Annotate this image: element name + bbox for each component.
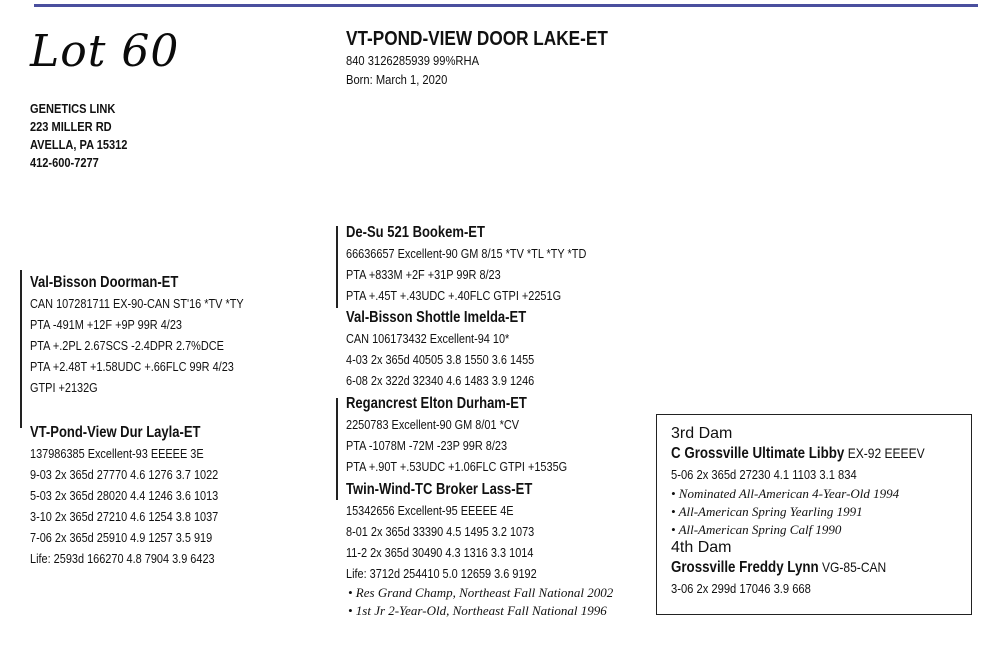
lot-title: Lot 60: [30, 26, 180, 77]
animal-header: [346, 27, 608, 89]
animal-id: 840 3126285939 99%RHA: [346, 53, 480, 68]
sire-line: PTA +.2PL 2.67SCS -2.4DPR 2.7%DCE: [30, 338, 224, 353]
fourth-dam-record: 3-06 2x 299d 17046 3.9 668: [671, 581, 811, 596]
dam-line: 3-10 2x 365d 27210 4.6 1254 3.8 1037: [30, 509, 219, 524]
sire-dam-block: [346, 307, 534, 391]
dam-sire-line: 2250783 Excellent-90 GM 8/01 *CV: [346, 417, 520, 432]
dam-dam-line: 8-01 2x 365d 33390 4.5 1495 3.2 1073: [346, 524, 535, 539]
dam-line: 137986385 Excellent-93 EEEEE 3E: [30, 446, 204, 461]
honor-line: • Nominated All-American 4-Year-Old 1994: [671, 486, 900, 501]
sire-sire-bracket: [336, 226, 338, 308]
sire-sire-line: PTA +.45T +.43UDC +.40FLC GTPI +2251G: [346, 288, 562, 303]
dam-dam-line: 15342656 Excellent-95 EEEEE 4E: [346, 503, 514, 518]
third-dam-label: 3rd Dam: [671, 425, 733, 442]
honor-line: • 1st Jr 2-Year-Old, Northeast Fall National 1996: [348, 603, 607, 618]
dam-line: Life: 2593d 166270 4.8 7904 3.9 6423: [30, 551, 215, 566]
dam-dam-line: Life: 3712d 254410 5.0 12659 3.6 9192: [346, 566, 537, 581]
dam-name: VT-Pond-View Dur Layla-ET: [30, 424, 201, 441]
third-dam-name: C Grossville Ultimate Libby: [671, 445, 845, 462]
sire-block: [30, 272, 244, 398]
dam-block: [30, 422, 218, 569]
third-dam-record: 5-06 2x 365d 27230 4.1 1103 3.1 834: [671, 467, 857, 482]
fourth-dam-class: VG-85-CAN: [818, 559, 887, 575]
seller-phone: 412-600-7277: [30, 155, 99, 170]
sire-dam-name: Val-Bisson Shottle Imelda-ET: [346, 309, 527, 326]
honor-line: • All-American Spring Calf 1990: [671, 522, 842, 537]
dam-dam-line: 11-2 2x 365d 30490 4.3 1316 3.3 1014: [346, 545, 534, 560]
sire-sire-line: 66636657 Excellent-90 GM 8/15 *TV *TL *TY *TD: [346, 246, 587, 261]
fourth-dam-name: Grossville Freddy Lynn: [671, 559, 819, 576]
sire-dam-line: 6-08 2x 322d 32340 4.6 1483 3.9 1246: [346, 373, 535, 388]
sire-dam-line: 4-03 2x 365d 40505 3.8 1550 3.6 1455: [346, 352, 535, 367]
top-rule: [34, 4, 978, 7]
sire-sire-line: PTA +833M +2F +31P 99R 8/23: [346, 267, 501, 282]
sire-dam-line: CAN 106173432 Excellent-94 10*: [346, 331, 510, 346]
seller-street: 223 MILLER RD: [30, 119, 112, 134]
fourth-dam-heading: [671, 557, 925, 578]
sire-line: CAN 107281711 EX-90-CAN ST'16 *TV *TY: [30, 296, 244, 311]
honor-line: • Res Grand Champ, Northeast Fall National 2002: [348, 585, 614, 600]
sire-line: PTA -491M +12F +9P 99R 4/23: [30, 317, 182, 332]
dam-line: 7-06 2x 365d 25910 4.9 1257 3.5 919: [30, 530, 213, 545]
box-content: [671, 425, 966, 599]
third-dam-class: EX-92 EEEEV: [844, 445, 925, 461]
dam-sire-line: PTA -1078M -72M -23P 99R 8/23: [346, 438, 508, 453]
dam-dam-block: [346, 479, 537, 584]
sire-sire-block: [346, 222, 586, 306]
sire-name: Val-Bisson Doorman-ET: [30, 274, 179, 291]
animal-name: VT-POND-VIEW DOOR LAKE-ET: [346, 28, 608, 50]
sire-sire-name: De-Su 521 Bookem-ET: [346, 224, 485, 241]
animal-born: Born: March 1, 2020: [346, 72, 448, 87]
dam-sire-line: PTA +.90T +.53UDC +1.06FLC GTPI +1535G: [346, 459, 568, 474]
seller-address: [30, 100, 127, 172]
fourth-dam-label: 4th Dam: [671, 539, 732, 556]
dam-line: 9-03 2x 365d 27770 4.6 1276 3.7 1022: [30, 467, 219, 482]
dam-line: 5-03 2x 365d 28020 4.4 1246 3.6 1013: [30, 488, 219, 503]
dam-sire-name: Regancrest Elton Durham-ET: [346, 395, 527, 412]
dam-sire-block: [346, 393, 567, 477]
third-dam-heading: [671, 443, 925, 464]
dam-dam-name: Twin-Wind-TC Broker Lass-ET: [346, 481, 533, 498]
dam-dam-honors: [348, 584, 613, 620]
sire-line: PTA +2.48T +1.58UDC +.66FLC 99R 4/23: [30, 359, 234, 374]
dam-sire-bracket: [336, 398, 338, 500]
sire-line: GTPI +2132G: [30, 380, 98, 395]
honor-line: • All-American Spring Yearling 1991: [671, 504, 863, 519]
seller-city: AVELLA, PA 15312: [30, 137, 128, 152]
sire-bracket: [20, 270, 22, 428]
seller-name: GENETICS LINK: [30, 101, 116, 116]
